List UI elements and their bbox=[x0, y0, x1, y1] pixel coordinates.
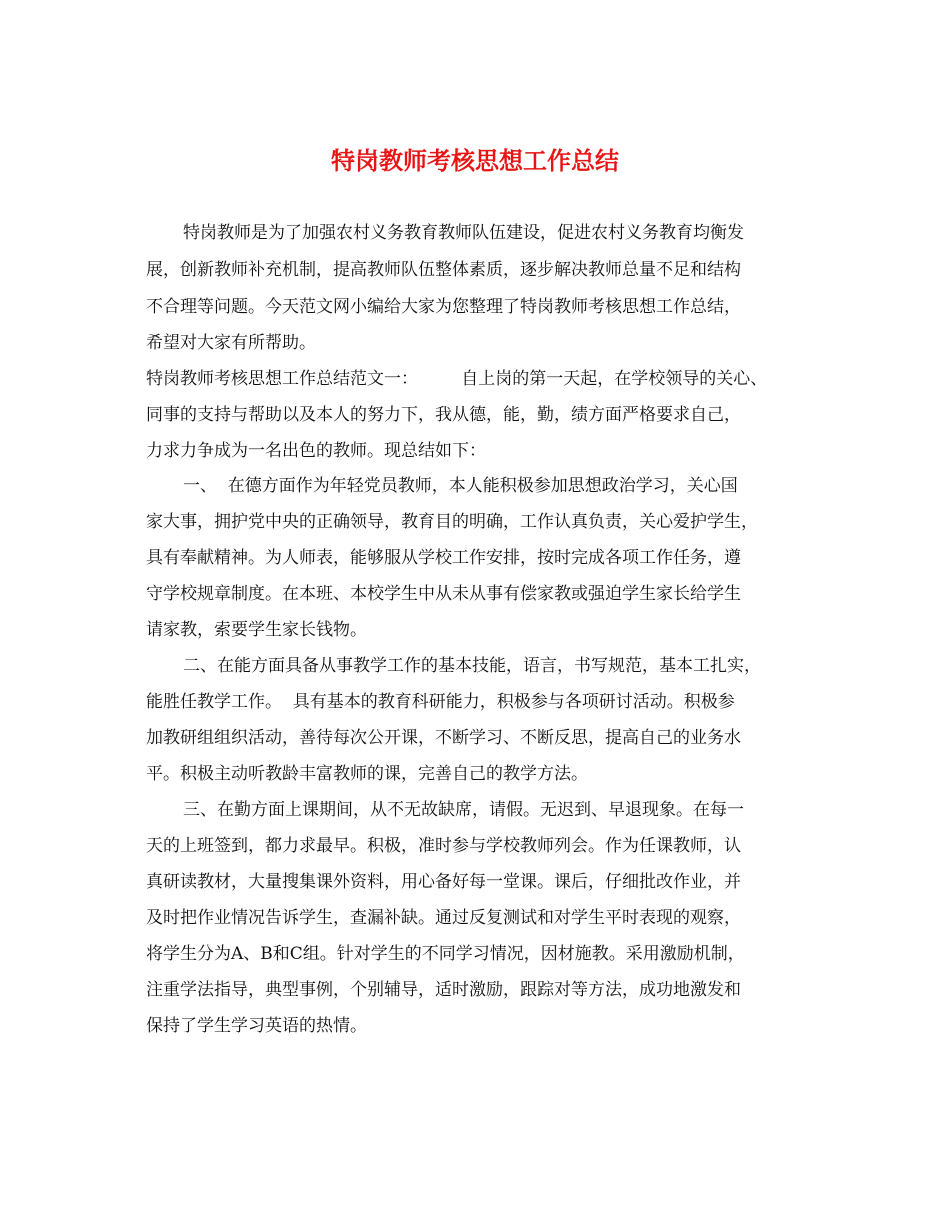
document-title: 特岗教师考核思想工作总结 bbox=[331, 146, 619, 175]
paragraph-line: 展，创新教师补充机制，提高教师队伍整体素质，逐步解决教师总量不足和结构 bbox=[146, 260, 741, 280]
paragraph-line: 二、在能方面具备从事教学工作的基本技能，语言，书写规范，基本工扎实， bbox=[183, 656, 761, 676]
paragraph-line: 家大事，拥护党中央的正确领导，教育目的明确，工作认真负责，关心爱护学生， bbox=[146, 512, 758, 532]
paragraph-line: 及时把作业情况告诉学生，查漏补缺。通过反复测试和对学生平时表现的观察， bbox=[146, 908, 741, 928]
paragraph-line: 三、在勤方面上课期间，从不无故缺席，请假。无迟到、早退现象。在每一 bbox=[183, 800, 744, 820]
paragraph-line: 平。积极主动听教龄丰富教师的课，完善自己的教学方法。 bbox=[146, 764, 588, 784]
paragraph-line: 注重学法指导，典型事例，个别辅导，适时激励，跟踪对等方法，成功地激发和 bbox=[146, 980, 741, 1000]
paragraph-line: 具有奉献精神。为人师表，能够服从学校工作安排，按时完成各项工作任务，遵 bbox=[146, 548, 741, 568]
paragraph-line: 能胜任教学工作。 具有基本的教育科研能力，积极参与各项研讨活动。积极参 bbox=[146, 692, 735, 712]
paragraph-line: 特岗教师考核思想工作总结范文一： 自上岗的第一天起，在学校领导的关心、 bbox=[146, 369, 768, 389]
paragraph-line: 天的上班签到，都力求最早。积极，准时参与学校教师列会。作为任课教师，认 bbox=[146, 836, 741, 856]
paragraph-line: 力求力争成为一名出色的教师。现总结如下： bbox=[146, 441, 486, 461]
paragraph-line: 一、 在德方面作为年轻党员教师，本人能积极参加思想政治学习，关心国 bbox=[183, 476, 738, 496]
paragraph-line: 将学生分为A、B和C组。针对学生的不同学习情况，因材施教。采用激励机制， bbox=[146, 944, 745, 964]
paragraph-line: 同事的支持与帮助以及本人的努力下，我从德，能，勤，绩方面严格要求自己， bbox=[146, 405, 741, 425]
paragraph-line: 请家教，索要学生家长钱物。 bbox=[146, 620, 367, 640]
paragraph-line: 加教研组组织活动，善待每次公开课，不断学习、不断反思，提高自己的业务水 bbox=[146, 728, 741, 748]
paragraph-line: 真研读教材，大量搜集课外资料，用心备好每一堂课。课后，仔细批改作业，并 bbox=[146, 872, 741, 892]
paragraph-line: 特岗教师是为了加强农村义务教育教师队伍建设，促进农村义务教育均衡发 bbox=[183, 223, 744, 243]
paragraph-line: 守学校规章制度。在本班、本校学生中从未从事有偿家教或强迫学生家长给学生 bbox=[146, 584, 741, 604]
paragraph-line: 希望对大家有所帮助。 bbox=[146, 333, 316, 353]
paragraph-line: 保持了学生学习英语的热情。 bbox=[146, 1016, 367, 1036]
paragraph-line: 不合理等问题。今天范文网小编给大家为您整理了特岗教师考核思想工作总结， bbox=[146, 297, 741, 317]
